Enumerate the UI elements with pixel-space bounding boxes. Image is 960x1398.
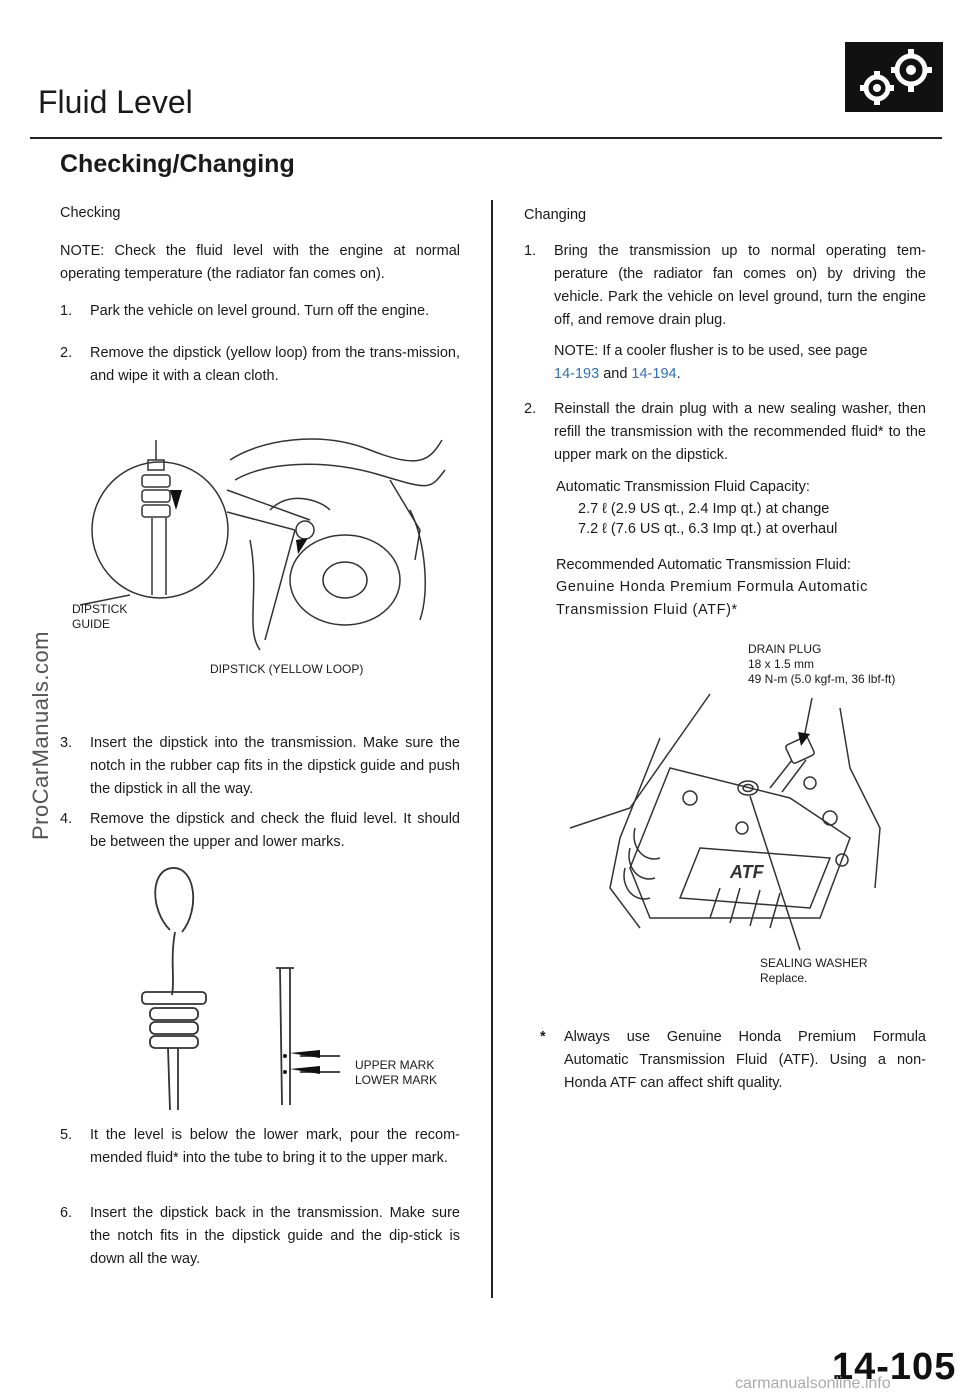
step-number: 5. [60, 1127, 73, 1143]
label-drain-plug: DRAIN PLUG [748, 642, 822, 656]
page-number: 14-105 [832, 1346, 957, 1388]
title-rule [30, 137, 942, 139]
step-text: Insert the dipstick back in the transmission. Make sure the notch fits in the dipstick guide and the dip-stick is down all the way. [90, 1205, 460, 1267]
step-number: 4. [60, 811, 73, 827]
label-line: DIPSTICK [72, 602, 128, 616]
changing-step-2 [524, 398, 926, 467]
step-number: 2. [524, 401, 537, 417]
recommended-value: Genuine Honda Premium Formula Automatic Transmission Fluid (ATF)* [556, 579, 868, 618]
changing-step-1 [524, 240, 926, 332]
changing-heading: Changing [524, 207, 587, 223]
checking-heading: Checking [60, 205, 121, 221]
label-drain-size: 18 x 1.5 mm [748, 657, 815, 671]
label-washer-replace: Replace. [760, 971, 808, 985]
step-number: 1. [60, 303, 73, 319]
label-upper-mark: UPPER MARK [355, 1058, 435, 1072]
capacity-change: 2.7 ℓ (2.9 US qt., 2.4 Imp qt.) at change [578, 501, 830, 517]
label-drain-torque: 49 N-m (5.0 kgf-m, 36 lbf-ft) [748, 672, 896, 686]
step-text: Park the vehicle on level ground. Turn off the engine. [90, 303, 430, 319]
label-lower-mark: LOWER MARK [355, 1073, 438, 1087]
note-end: . [676, 366, 681, 382]
recommended-title: Recommended Automatic Transmission Fluid: [556, 557, 851, 573]
step-text: It the level is below the lower mark, pour the recom-mended fluid* into the tube to bring it to the upper mark. [90, 1127, 460, 1166]
note-text: NOTE: If a cooler flusher is to be used, see page [554, 343, 868, 359]
checking-step-5 [60, 1124, 460, 1170]
capacity-overhaul: 7.2 ℓ (7.6 US qt., 6.3 Imp qt.) at overhaul [578, 521, 838, 537]
note-and: and [603, 366, 628, 382]
changing-note [554, 340, 926, 386]
checking-step-2 [60, 342, 460, 388]
dipstick-marks-illustration [130, 860, 360, 1120]
step-text: Insert the dipstick into the transmission. Make sure the notch in the rubber cap fits in the dipstick guide and push the dipstick in all the way. [90, 735, 460, 797]
step-number: 2. [60, 345, 73, 361]
checking-step-4 [60, 808, 460, 854]
label-sealing-washer: SEALING WASHER [760, 956, 868, 970]
step-number: 1. [524, 243, 537, 259]
footnote-text: Always use Genuine Honda Premium Formula Automatic Transmission Fluid (ATF). Using a non-Honda ATF can affect shift quality. [564, 1029, 926, 1091]
step-number: 3. [60, 735, 73, 751]
page-title: Fluid Level [38, 84, 193, 120]
step-text: Reinstall the drain plug with a new sealing washer, then refill the transmission with the recommended fluid* to the upper mark on the dipstick. [554, 401, 926, 463]
watermark: ProCarManuals.com [28, 630, 53, 840]
checking-step-1 [60, 300, 460, 323]
label-dipstick-guide [72, 602, 127, 632]
step-text: Remove the dipstick (yellow loop) from the trans-mission, and wipe it with a clean cloth. [90, 345, 460, 384]
label-dipstick-yellow-loop: DIPSTICK (YELLOW LOOP) [210, 662, 364, 676]
page-link-14-194[interactable]: 14-194 [631, 366, 677, 382]
section-title: Checking/Changing [60, 150, 295, 178]
atf-mark: ATF [730, 862, 764, 882]
capacity-title: Automatic Transmission Fluid Capacity: [556, 479, 810, 495]
footnote-star: * [540, 1029, 546, 1045]
dipstick-guide-illustration [70, 420, 470, 660]
checking-step-6 [60, 1202, 460, 1271]
column-divider [491, 200, 493, 1298]
gears-icon [845, 42, 943, 112]
page-link-14-193[interactable]: 14-193 [554, 366, 600, 382]
footnote [540, 1026, 926, 1095]
checking-note: NOTE: Check the fluid level with the engine at normal operating temperature (the radiator fan comes on). [60, 243, 460, 282]
step-text: Bring the transmission up to normal operating tem-perature (the radiator fan comes on) by driving the vehicle. Park the vehicle on level ground, turn the engine off, and remove drain plug. [554, 243, 926, 328]
label-line: GUIDE [72, 617, 111, 631]
footer-site: carmanualsonline.info [735, 1375, 891, 1392]
drain-plug-illustration [560, 688, 890, 958]
step-number: 6. [60, 1205, 73, 1221]
checking-step-3 [60, 732, 460, 801]
step-text: Remove the dipstick and check the fluid level. It should be between the upper and lower marks. [90, 811, 460, 850]
